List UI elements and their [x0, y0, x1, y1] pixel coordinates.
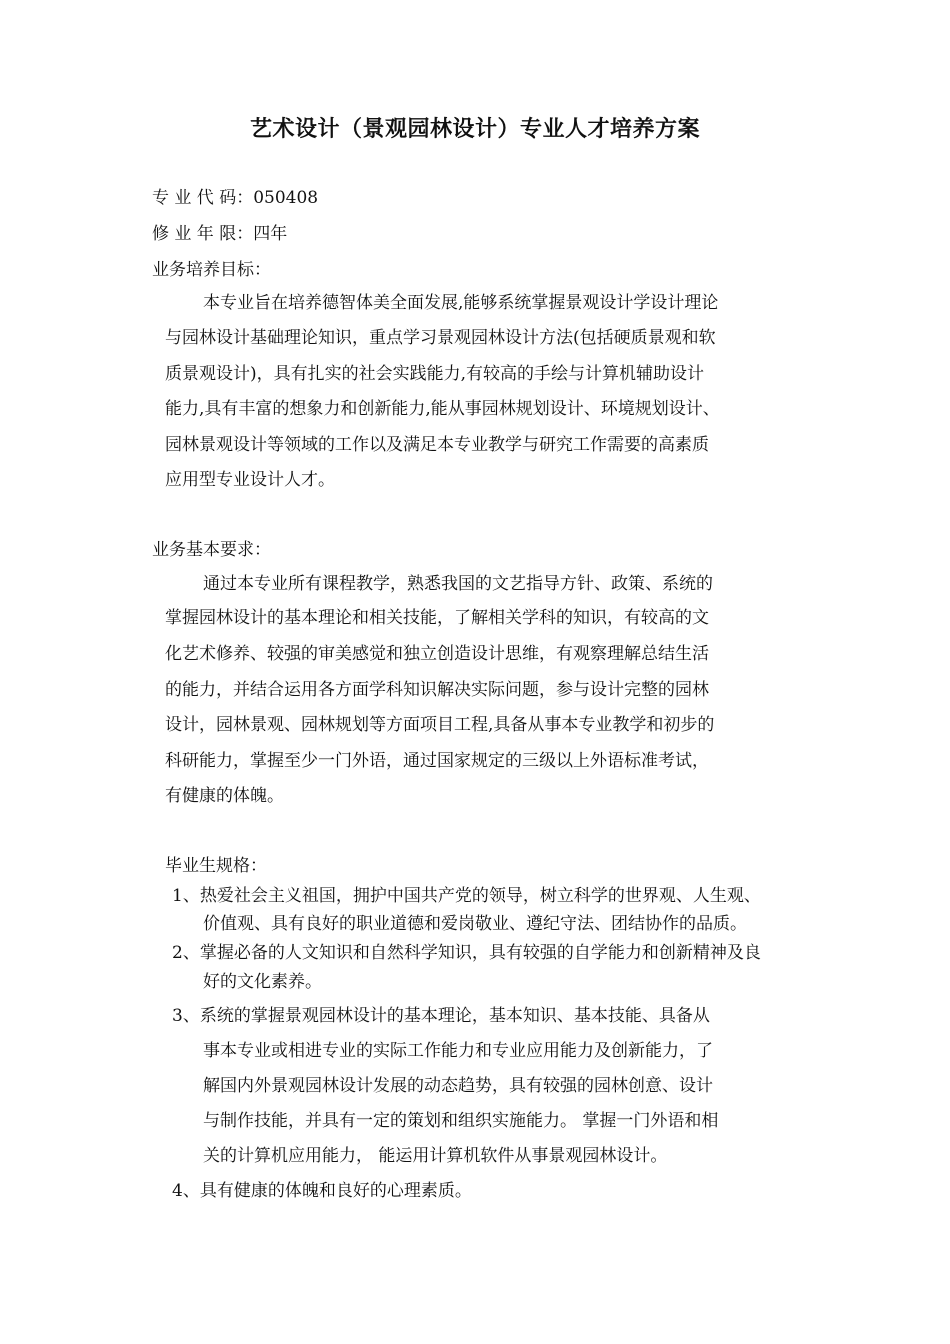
graduate-item-2-line: 好的文化素养。	[203, 972, 322, 992]
requirements-line: 科研能力，掌握至少一门外语，通过国家规定的三级以上外语标准考试，	[165, 751, 709, 771]
graduate-item-3-line: 解国内外景观园林设计发展的动态趋势，具有较强的园林创意、设计	[203, 1076, 713, 1096]
graduate-item-3-line: 3、系统的掌握景观园林设计的基本理论，基本知识、基本技能、具备从	[172, 1006, 710, 1026]
major-code-line	[152, 190, 318, 207]
goal-line: 质景观设计)，具有扎实的社会实践能力,有较高的手绘与计算机辅助设计	[165, 364, 705, 384]
requirements-line: 有健康的体魄。	[165, 786, 284, 806]
graduate-item-3-line: 事本专业或相进专业的实际工作能力和专业应用能力及创新能力，了	[203, 1041, 713, 1061]
graduate-heading: 毕业生规格：	[165, 856, 267, 876]
requirements-line: 通过本专业所有课程教学，熟悉我国的文艺指导方针、政策、系统的	[203, 574, 713, 594]
goal-line: 园林景观设计等领域的工作以及满足本专业教学与研究工作需要的高素质	[165, 435, 709, 455]
goal-line: 与园林设计基础理论知识，重点学习景观园林设计方法(包括硬质景观和软	[165, 328, 716, 348]
graduate-item-1-line: 1、热爱社会主义祖国，拥护中国共产党的领导，树立科学的世界观、人生观、	[172, 886, 761, 906]
study-years-line	[152, 226, 287, 243]
requirements-line: 设计，园林景观、园林规划等方面项目工程,具备从事本专业教学和初步的	[165, 715, 715, 735]
goal-line: 应用型专业设计人才。	[165, 470, 335, 490]
graduate-item-1-line: 价值观、具有良好的职业道德和爱岗敬业、遵纪守法、团结协作的品质。	[203, 914, 747, 934]
goal-line: 能力,具有丰富的想象力和创新能力,能从事园林规划设计、环境规划设计、	[165, 399, 720, 419]
graduate-item-3-line: 关的计算机应用能力， 能运用计算机软件从事景观园林设计。	[203, 1146, 668, 1166]
goal-line: 本专业旨在培养德智体美全面发展,能够系统掌握景观设计学设计理论	[203, 293, 719, 313]
study-years-value: 四年	[253, 224, 288, 244]
requirements-line: 掌握园林设计的基本理论和相关技能，了解相关学科的知识，有较高的文	[165, 608, 709, 628]
requirements-heading: 业务基本要求：	[152, 540, 271, 560]
study-years-label: 修 业 年 限：	[152, 224, 254, 244]
requirements-line: 化艺术修养、较强的审美感觉和独立创造设计思维，有观察理解总结生活	[165, 644, 709, 664]
graduate-item-3-line: 与制作技能，并具有一定的策划和组织实施能力。 掌握一门外语和相	[203, 1111, 719, 1131]
goal-heading: 业务培养目标：	[152, 260, 271, 280]
requirements-line: 的能力，并结合运用各方面学科知识解决实际问题，参与设计完整的园林	[165, 680, 709, 700]
major-code-value: 050408	[253, 188, 319, 208]
major-code-label: 专 业 代 码：	[152, 188, 254, 208]
graduate-item-4-line: 4、具有健康的体魄和良好的心理素质。	[172, 1181, 472, 1201]
document-title: 艺术设计（景观园林设计）专业人才培养方案	[249, 116, 700, 142]
graduate-item-2-line: 2、掌握必备的人文知识和自然科学知识，具有较强的自学能力和创新精神及良	[172, 943, 761, 963]
